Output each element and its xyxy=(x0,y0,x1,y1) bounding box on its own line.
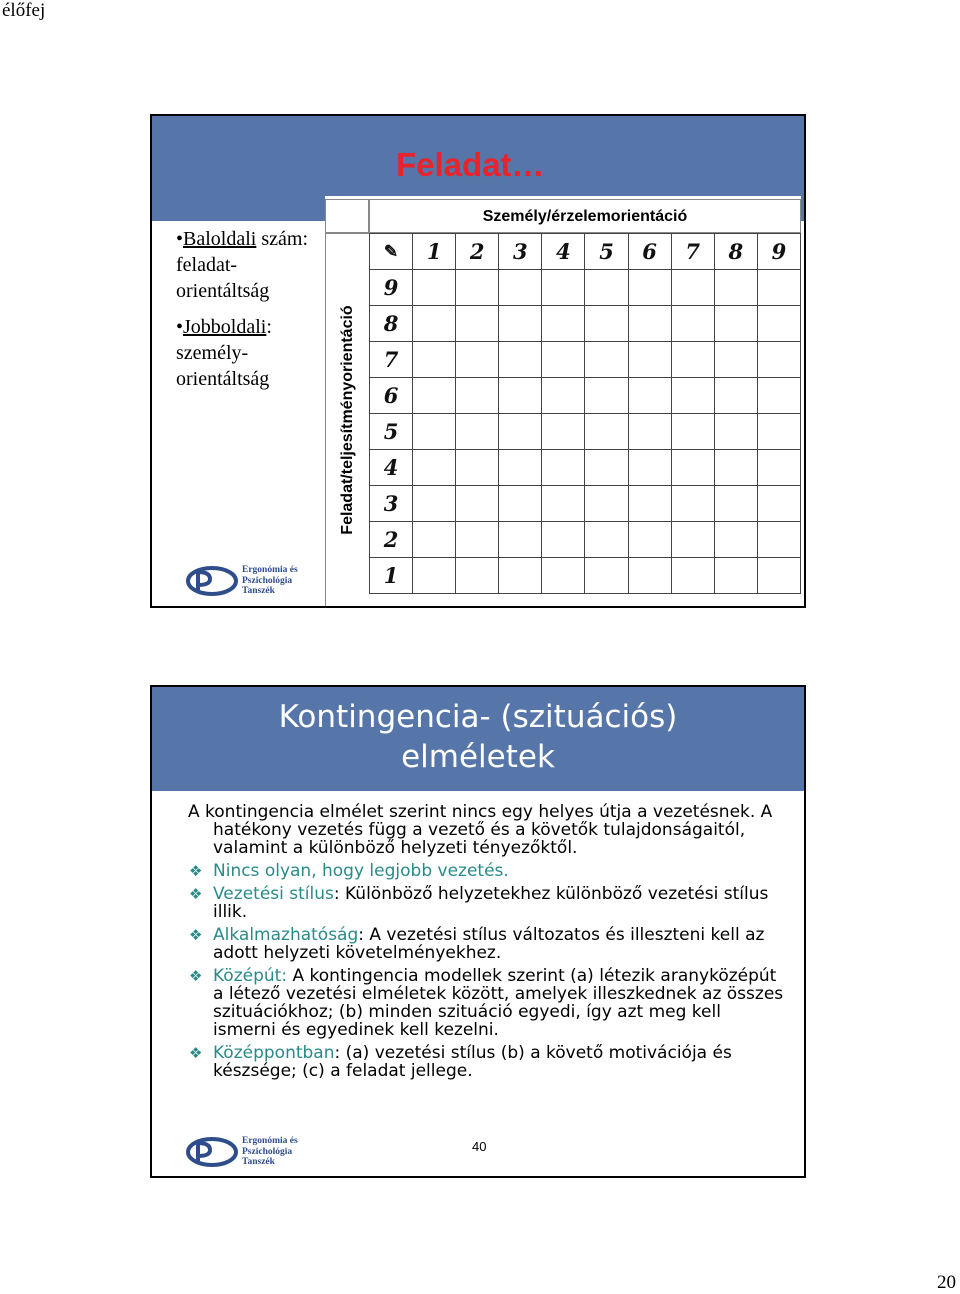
bullet-item xyxy=(188,862,788,880)
grid-cell xyxy=(628,522,671,558)
grid-cell xyxy=(628,270,671,306)
grid-cell xyxy=(628,414,671,450)
row-header: 2 xyxy=(370,522,413,558)
grid-cell xyxy=(413,378,456,414)
grid-cell xyxy=(757,450,800,486)
grid-cell xyxy=(628,558,671,594)
grid-cell xyxy=(542,270,585,306)
grid-cell xyxy=(714,306,757,342)
bullet-text: : Különböző helyzetekhez különböző vezetési stílus illik. xyxy=(213,884,769,922)
page-header: élőfej xyxy=(2,0,46,21)
column-header: 5 xyxy=(585,234,628,270)
grid-cell xyxy=(714,414,757,450)
row-header: 8 xyxy=(370,306,413,342)
grid-cell xyxy=(628,306,671,342)
grid-cell xyxy=(413,450,456,486)
grid-cell xyxy=(671,558,714,594)
grid-cell xyxy=(585,306,628,342)
column-header: 2 xyxy=(456,234,499,270)
grid-cell xyxy=(671,342,714,378)
row-header: 5 xyxy=(370,414,413,450)
grid-cell xyxy=(413,306,456,342)
bullet-item xyxy=(188,926,788,962)
grid-cell xyxy=(499,486,542,522)
bullet-item xyxy=(188,967,788,1039)
grid-cell xyxy=(628,342,671,378)
grid-cell xyxy=(585,270,628,306)
row-header: 1 xyxy=(370,558,413,594)
grid-cell xyxy=(714,486,757,522)
grid-cell xyxy=(714,342,757,378)
grid-cell xyxy=(757,270,800,306)
bullet-term: Nincs olyan, hogy legjobb vezetés. xyxy=(213,861,509,881)
column-header: 9 xyxy=(757,234,800,270)
grid-cell xyxy=(456,414,499,450)
grid-cell xyxy=(413,558,456,594)
grid-cell xyxy=(542,414,585,450)
grid-cell xyxy=(628,450,671,486)
legend-item-left: •Baloldali szám: feladat-orientáltság xyxy=(176,228,308,302)
grid-cell xyxy=(499,450,542,486)
grid-cell xyxy=(499,270,542,306)
department-logo: Ergonómia és Pszichológia Tanszék xyxy=(186,564,242,598)
bullet-text: A kontingencia modellek szerint (a) létezik aranyközépút a létező vezetési elméletek között, amelyek illeszkednek az összes szituációkhoz; (b) minden szituáció egyedi, így azt meg kell ismerni és egyedinek kell kezelni. xyxy=(213,966,784,1040)
grid-cell xyxy=(714,522,757,558)
grid-cell xyxy=(456,342,499,378)
bullet-text: : A vezetési stílus változatos és illeszteni kell az adott helyzeti követelményekhez. xyxy=(213,925,765,963)
bullet-term: Középpontban xyxy=(213,1043,335,1063)
department-logo: Ergonómia és Pszichológia Tanszék xyxy=(186,1135,242,1169)
diamond-bullet-icon: ❖ xyxy=(189,1044,203,1062)
row-header: 9 xyxy=(370,270,413,306)
grid-cell xyxy=(499,306,542,342)
grid-cell xyxy=(542,558,585,594)
intro-paragraph: A kontingencia elmélet szerint nincs egy helyes útja a vezetésnek. A hatékony vezetés függ a vezető és a követők tulajdonságaitól, valamint a különböző helyzeti tényezőktől. xyxy=(188,802,773,858)
grid-cell xyxy=(456,450,499,486)
diamond-bullet-icon: ❖ xyxy=(189,967,203,985)
y-axis-label-box xyxy=(325,233,369,607)
grid-cell xyxy=(671,522,714,558)
y-axis-label: Feladat/teljesítményorientáció xyxy=(338,305,356,535)
grid-cell xyxy=(757,306,800,342)
grid-cell xyxy=(542,306,585,342)
grid-cell xyxy=(585,486,628,522)
grid-cell xyxy=(413,486,456,522)
grid-cell xyxy=(757,486,800,522)
grid-cell xyxy=(757,378,800,414)
grid-cell xyxy=(671,306,714,342)
diamond-bullet-icon: ❖ xyxy=(189,885,203,903)
column-header: 6 xyxy=(628,234,671,270)
grid-cell xyxy=(413,522,456,558)
slide-title: Feladat… xyxy=(396,146,545,183)
bullet-text: : (a) vezetési stílus (b) a követő motivációja és készsége; (c) a feladat jellege. xyxy=(213,1043,732,1081)
grid-cell xyxy=(585,522,628,558)
grid-table xyxy=(369,233,801,594)
legend-item-right: •Jobboldali: személy-orientáltság xyxy=(176,316,272,390)
x-axis-label: Személy/érzelemorientáció xyxy=(369,199,801,233)
grid-cell xyxy=(714,378,757,414)
grid-cell xyxy=(585,378,628,414)
row-header: 4 xyxy=(370,450,413,486)
grid-cell xyxy=(757,558,800,594)
managerial-grid xyxy=(325,196,801,608)
grid-cell xyxy=(456,486,499,522)
orientation-legend xyxy=(176,226,326,402)
grid-cell xyxy=(714,270,757,306)
grid-cell xyxy=(413,342,456,378)
diamond-bullet-icon: ❖ xyxy=(189,926,203,944)
bullet-item xyxy=(188,885,788,921)
slide-body xyxy=(188,803,788,1085)
ergonomics-logo-icon xyxy=(186,1135,242,1169)
bullet-term: Vezetési stílus xyxy=(213,884,334,904)
grid-cell xyxy=(456,558,499,594)
grid-cell xyxy=(499,522,542,558)
grid-cell xyxy=(456,522,499,558)
grid-cell xyxy=(757,414,800,450)
column-header: 3 xyxy=(499,234,542,270)
diamond-bullet-icon: ❖ xyxy=(189,862,203,880)
grid-cell xyxy=(671,378,714,414)
grid-cell xyxy=(714,558,757,594)
grid-cell xyxy=(585,414,628,450)
grid-cell xyxy=(499,558,542,594)
grid-cell xyxy=(671,414,714,450)
row-header: 7 xyxy=(370,342,413,378)
slide-feladat xyxy=(150,114,806,608)
grid-cell xyxy=(628,486,671,522)
grid-cell xyxy=(499,342,542,378)
grid-cell xyxy=(542,342,585,378)
bullet-item xyxy=(188,1044,788,1080)
grid-cell xyxy=(714,450,757,486)
grid-cell xyxy=(628,378,671,414)
grid-cell xyxy=(456,306,499,342)
column-header: 7 xyxy=(671,234,714,270)
grid-cell xyxy=(499,378,542,414)
grid-cell xyxy=(413,270,456,306)
grid-cell xyxy=(757,342,800,378)
grid-cell xyxy=(757,522,800,558)
grid-cell xyxy=(585,342,628,378)
column-header: 1 xyxy=(413,234,456,270)
grid-cell xyxy=(542,522,585,558)
grid-cell xyxy=(456,378,499,414)
grid-cell xyxy=(542,450,585,486)
grid-cell xyxy=(585,558,628,594)
grid-cell xyxy=(671,486,714,522)
row-header: 6 xyxy=(370,378,413,414)
grid-cell xyxy=(413,414,456,450)
grid-cell xyxy=(585,450,628,486)
ergonomics-logo-icon xyxy=(186,564,242,598)
grid-cell xyxy=(499,414,542,450)
grid-cell xyxy=(542,378,585,414)
slide-title: Kontingencia- (szituációs) elméletek xyxy=(278,699,678,775)
row-header: 3 xyxy=(370,486,413,522)
column-header: 8 xyxy=(714,234,757,270)
grid-cell xyxy=(671,450,714,486)
grid-cell xyxy=(456,270,499,306)
column-header: 4 xyxy=(542,234,585,270)
page-number: 20 xyxy=(937,1272,956,1293)
bullet-list xyxy=(188,862,788,1080)
bullet-term: Középút: xyxy=(213,966,288,986)
bullet-term: Alkalmazhatóság xyxy=(213,925,359,945)
pencil-icon: ✎ xyxy=(370,234,413,270)
slide-kontingencia xyxy=(150,685,806,1178)
slide-number: 40 xyxy=(472,1139,487,1154)
grid-cell xyxy=(671,270,714,306)
grid-cell xyxy=(542,486,585,522)
